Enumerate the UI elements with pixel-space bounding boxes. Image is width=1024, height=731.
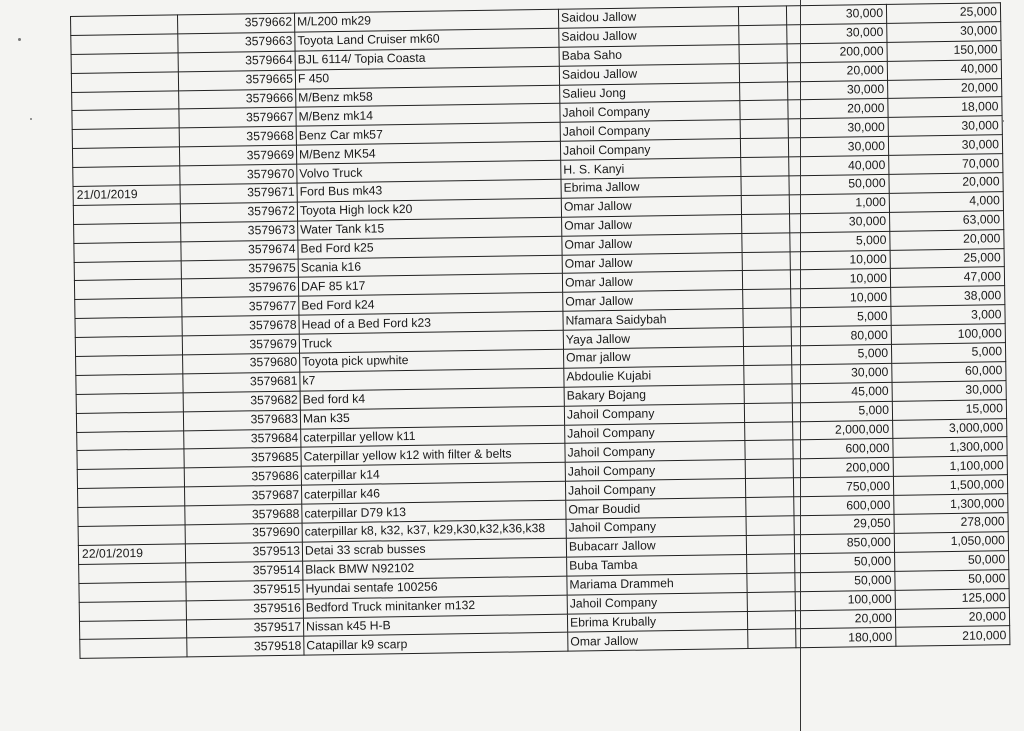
- amount-cell-2: 20,000: [888, 78, 1002, 99]
- amount-cell-1: 30,000: [787, 23, 887, 43]
- receipt-number-cell: 3579663: [178, 32, 295, 53]
- receipt-number-cell: 3579684: [184, 429, 301, 450]
- amount-cell-1: 5,000: [792, 401, 892, 421]
- date-cell: [73, 204, 180, 224]
- blank-cell: [741, 195, 789, 215]
- amount-cell-2: 30,000: [887, 22, 1001, 43]
- owner-name-cell: Saidou Jallow: [559, 25, 739, 47]
- amount-cell-2: 1,300,000: [894, 494, 1008, 515]
- amount-cell-2: 25,000: [890, 248, 1004, 269]
- receipt-number-cell: 3579664: [178, 51, 295, 72]
- vehicle-description-cell: Man k35: [300, 406, 564, 429]
- date-cell: [76, 374, 183, 394]
- blank-cell: [747, 591, 795, 611]
- date-cell: [71, 72, 178, 92]
- blank-cell: [746, 516, 794, 536]
- amount-cell-1: 80,000: [791, 325, 891, 345]
- amount-cell-2: 4,000: [889, 192, 1003, 213]
- date-cell: [72, 90, 179, 110]
- vehicle-description-cell: Catapillar k9 scarp: [304, 633, 568, 656]
- amount-cell-1: 30,000: [788, 80, 888, 100]
- vehicle-description-cell: Bed ford k4: [300, 387, 564, 410]
- amount-cell-2: 125,000: [895, 588, 1009, 609]
- owner-name-cell: H. S. Kanyi: [561, 158, 741, 180]
- amount-cell-2: 40,000: [887, 59, 1001, 80]
- owner-name-cell: Omar Jallow: [562, 233, 742, 255]
- date-cell: [80, 638, 187, 658]
- owner-name-cell: Omar Jallow: [562, 252, 742, 274]
- amount-cell-2: 18,000: [888, 97, 1002, 118]
- vehicle-description-cell: Truck: [299, 330, 563, 353]
- owner-name-cell: Salieu Jong: [560, 82, 740, 104]
- amount-cell-2: 1,100,000: [893, 456, 1007, 477]
- amount-cell-1: 100,000: [795, 590, 895, 610]
- receipt-number-cell: 3579517: [186, 618, 303, 639]
- date-cell: [75, 317, 182, 337]
- vehicle-description-cell: Toyota High lock k20: [297, 198, 561, 221]
- amount-cell-2: 1,500,000: [893, 475, 1007, 496]
- amount-cell-1: 1,000: [789, 193, 889, 213]
- vehicle-description-cell: Caterpillar yellow k12 with filter & belts: [301, 444, 565, 467]
- vehicle-description-cell: Bedford Truck minitanker m132: [303, 595, 567, 618]
- owner-name-cell: Abdoulie Kujabi: [564, 365, 744, 387]
- vehicle-description-cell: Toyota pick upwhite: [300, 349, 564, 372]
- owner-name-cell: Jahoil Company: [565, 460, 745, 482]
- blank-cell: [743, 308, 791, 328]
- receipt-number-cell: 3579667: [179, 108, 296, 129]
- receipt-number-cell: 3579515: [186, 580, 303, 601]
- amount-cell-2: 30,000: [888, 135, 1002, 156]
- blank-cell: [738, 6, 786, 26]
- amount-cell-2: 20,000: [895, 607, 1009, 628]
- vehicle-description-cell: Nissan k45 H-B: [303, 614, 567, 637]
- vehicle-description-cell: Volvo Truck: [297, 160, 561, 183]
- amount-cell-1: 50,000: [795, 552, 895, 572]
- amount-cell-1: 850,000: [794, 533, 894, 553]
- receipt-number-cell: 3579671: [180, 183, 297, 204]
- date-cell: [72, 109, 179, 129]
- receipt-number-cell: 3579672: [180, 202, 297, 223]
- blank-cell: [739, 25, 787, 45]
- receipt-number-cell: 3579674: [181, 240, 298, 261]
- amount-cell-2: 30,000: [892, 380, 1006, 401]
- blank-cell: [747, 554, 795, 574]
- receipt-number-cell: 3579688: [185, 504, 302, 525]
- receipt-number-cell: 3579687: [185, 485, 302, 506]
- amount-cell-1: 600,000: [794, 495, 894, 515]
- receipt-number-cell: 3579665: [178, 70, 295, 91]
- owner-name-cell: Jahoil Company: [566, 517, 746, 539]
- receipt-number-cell: 3579516: [186, 599, 303, 620]
- date-cell: [72, 128, 179, 148]
- amount-cell-2: 38,000: [891, 286, 1005, 307]
- amount-cell-2: 278,000: [894, 513, 1008, 534]
- receipt-number-cell: 3579678: [182, 315, 299, 336]
- receipt-number-cell: 3579670: [180, 164, 297, 185]
- receipt-number-cell: 3579685: [184, 448, 301, 469]
- amount-cell-2: 3,000: [891, 305, 1005, 326]
- receipt-number-cell: 3579681: [183, 372, 300, 393]
- vehicle-description-cell: F 450: [295, 66, 559, 89]
- amount-cell-1: 30,000: [792, 363, 892, 383]
- amount-cell-2: 150,000: [887, 40, 1001, 61]
- owner-name-cell: Saidou Jallow: [558, 7, 738, 29]
- amount-cell-2: 70,000: [889, 154, 1003, 175]
- receipt-number-cell: 3579666: [179, 89, 296, 110]
- amount-cell-1: 10,000: [791, 288, 891, 308]
- receipt-number-cell: 3579690: [185, 523, 302, 544]
- owner-name-cell: Omar Jallow: [561, 195, 741, 217]
- scan-speck: [1002, 120, 1004, 122]
- owner-name-cell: Omar Boudid: [566, 498, 746, 520]
- amount-cell-1: 200,000: [787, 42, 887, 62]
- amount-cell-2: 60,000: [892, 362, 1006, 383]
- blank-cell: [745, 421, 793, 441]
- owner-name-cell: Nfamara Saidybah: [563, 309, 743, 331]
- date-cell: [72, 147, 179, 167]
- amount-cell-2: 210,000: [896, 626, 1010, 647]
- vehicle-description-cell: caterpillar D79 k13: [302, 500, 566, 523]
- date-cell: [76, 355, 183, 375]
- amount-cell-1: 30,000: [786, 4, 886, 24]
- scan-speck: [18, 38, 21, 41]
- owner-name-cell: Yaya Jallow: [563, 328, 743, 350]
- receipt-number-cell: 3579668: [179, 127, 296, 148]
- vehicle-description-cell: caterpillar k8, k32, k37, k29,k30,k32,k36,k38: [302, 519, 566, 542]
- amount-cell-1: 30,000: [788, 137, 888, 157]
- vehicle-description-cell: Water Tank k15: [298, 217, 562, 240]
- ledger-table: [70, 2, 1010, 659]
- amount-cell-1: 30,000: [788, 118, 888, 138]
- blank-cell: [742, 270, 790, 290]
- date-cell: [78, 487, 185, 507]
- date-cell: [79, 563, 186, 583]
- vehicle-description-cell: Hyundai sentafe 100256: [303, 576, 567, 599]
- date-cell: [76, 393, 183, 413]
- date-cell: 22/01/2019: [78, 544, 185, 564]
- date-cell: [79, 600, 186, 620]
- blank-cell: [747, 573, 795, 593]
- vehicle-description-cell: Black BMW N92102: [303, 557, 567, 580]
- blank-cell: [746, 535, 794, 555]
- receipt-number-cell: 3579680: [183, 353, 300, 374]
- date-cell: [76, 412, 183, 432]
- blank-cell: [746, 497, 794, 517]
- amount-cell-1: 30,000: [790, 212, 890, 232]
- date-cell: [74, 279, 181, 299]
- amount-cell-1: 50,000: [789, 174, 889, 194]
- receipt-number-cell: 3579513: [185, 542, 302, 563]
- amount-cell-1: 20,000: [788, 99, 888, 119]
- vehicle-description-cell: Bed Ford k24: [299, 293, 563, 316]
- owner-name-cell: Ebrima Krubally: [567, 611, 747, 633]
- amount-cell-1: 20,000: [787, 61, 887, 81]
- receipt-number-cell: 3579514: [186, 561, 303, 582]
- amount-cell-2: 50,000: [895, 550, 1009, 571]
- date-cell: [79, 582, 186, 602]
- receipt-number-cell: 3579682: [183, 391, 300, 412]
- owner-name-cell: Jahoil Company: [565, 479, 745, 501]
- ledger-body: [71, 3, 1010, 659]
- blank-cell: [744, 384, 792, 404]
- owner-name-cell: Bakary Bojang: [564, 384, 744, 406]
- receipt-number-cell: 3579677: [182, 296, 299, 317]
- receipt-number-cell: 3579669: [179, 145, 296, 166]
- date-cell: [74, 242, 181, 262]
- amount-cell-1: 45,000: [792, 382, 892, 402]
- blank-cell: [743, 346, 791, 366]
- vehicle-description-cell: M/Benz MK54: [296, 141, 560, 164]
- owner-name-cell: Omar Jallow: [562, 271, 742, 293]
- blank-cell: [742, 251, 790, 271]
- blank-cell: [740, 119, 788, 139]
- blank-cell: [740, 100, 788, 120]
- blank-cell: [740, 138, 788, 158]
- amount-cell-2: 50,000: [895, 569, 1009, 590]
- blank-cell: [745, 440, 793, 460]
- owner-name-cell: Buba Tamba: [567, 554, 747, 576]
- date-cell: [71, 15, 178, 35]
- blank-cell: [743, 327, 791, 347]
- receipt-number-cell: 3579673: [181, 221, 298, 242]
- date-cell: [75, 336, 182, 356]
- amount-cell-2: 25,000: [886, 3, 1000, 24]
- owner-name-cell: Jahoil Company: [560, 101, 740, 123]
- blank-cell: [741, 157, 789, 177]
- receipt-number-cell: 3579662: [177, 13, 294, 34]
- owner-name-cell: Omar jallow: [563, 347, 743, 369]
- date-cell: [71, 53, 178, 73]
- receipt-number-cell: 3579686: [184, 466, 301, 487]
- amount-cell-2: 20,000: [890, 229, 1004, 250]
- amount-cell-1: 600,000: [793, 439, 893, 459]
- vehicle-description-cell: caterpillar k14: [301, 463, 565, 486]
- receipt-number-cell: 3579518: [187, 636, 304, 657]
- amount-cell-2: 30,000: [888, 116, 1002, 137]
- amount-cell-2: 15,000: [892, 399, 1006, 420]
- owner-name-cell: Bubacarr Jallow: [566, 535, 746, 557]
- receipt-number-cell: 3579675: [181, 259, 298, 280]
- owner-name-cell: Jahoil Company: [560, 120, 740, 142]
- blank-cell: [743, 289, 791, 309]
- date-cell: [71, 34, 178, 54]
- receipt-number-cell: 3579679: [182, 334, 299, 355]
- vehicle-description-cell: BJL 6114/ Topia Coasta: [295, 47, 559, 70]
- vehicle-description-cell: M/Benz mk14: [296, 104, 560, 127]
- owner-name-cell: Jahoil Company: [565, 422, 745, 444]
- amount-cell-2: 5,000: [891, 343, 1005, 364]
- vehicle-description-cell: Head of a Bed Ford k23: [299, 311, 563, 334]
- amount-cell-1: 29,050: [794, 514, 894, 534]
- vehicle-description-cell: Detai 33 scrab busses: [302, 538, 566, 561]
- amount-cell-2: 100,000: [891, 324, 1005, 345]
- owner-name-cell: Omar Jallow: [563, 290, 743, 312]
- vehicle-description-cell: Bed Ford k25: [298, 236, 562, 259]
- vehicle-description-cell: M/Benz mk58: [296, 85, 560, 108]
- scan-speck: [30, 118, 32, 120]
- amount-cell-2: 1,300,000: [893, 437, 1007, 458]
- blank-cell: [739, 63, 787, 83]
- receipt-number-cell: 3579683: [183, 410, 300, 431]
- date-cell: [77, 468, 184, 488]
- date-cell: [75, 298, 182, 318]
- vehicle-description-cell: caterpillar yellow k11: [301, 425, 565, 448]
- date-cell: [78, 525, 185, 545]
- amount-cell-2: 47,000: [890, 267, 1004, 288]
- vehicle-description-cell: caterpillar k46: [301, 481, 565, 504]
- amount-cell-1: 200,000: [793, 458, 893, 478]
- date-cell: [74, 223, 181, 243]
- blank-cell: [742, 233, 790, 253]
- blank-cell: [741, 176, 789, 196]
- amount-cell-1: 50,000: [795, 571, 895, 591]
- amount-cell-1: 20,000: [795, 609, 895, 629]
- date-cell: [74, 260, 181, 280]
- amount-cell-1: 10,000: [790, 269, 890, 289]
- date-cell: [79, 619, 186, 639]
- vehicle-description-cell: Ford Bus mk43: [297, 179, 561, 202]
- receipt-number-cell: 3579676: [181, 278, 298, 299]
- amount-cell-1: 750,000: [793, 477, 893, 497]
- amount-cell-1: 2,000,000: [793, 420, 893, 440]
- amount-cell-1: 40,000: [789, 155, 889, 175]
- blank-cell: [745, 478, 793, 498]
- date-cell: 21/01/2019: [73, 185, 180, 205]
- owner-name-cell: Ebrima Jallow: [561, 177, 741, 199]
- vehicle-description-cell: M/L200 mk29: [294, 9, 558, 32]
- blank-cell: [744, 365, 792, 385]
- blank-cell: [744, 403, 792, 423]
- vehicle-description-cell: DAF 85 k17: [298, 274, 562, 297]
- owner-name-cell: Baba Saho: [559, 44, 739, 66]
- owner-name-cell: Jahoil Company: [560, 139, 740, 161]
- blank-cell: [745, 459, 793, 479]
- date-cell: [77, 430, 184, 450]
- blank-cell: [739, 44, 787, 64]
- blank-cell: [740, 81, 788, 101]
- amount-cell-1: 5,000: [791, 344, 891, 364]
- vertical-scan-line: [800, 0, 801, 731]
- amount-cell-1: 10,000: [790, 250, 890, 270]
- blank-cell: [747, 610, 795, 630]
- owner-name-cell: Mariama Drammeh: [567, 573, 747, 595]
- vehicle-description-cell: Toyota Land Cruiser mk60: [295, 28, 559, 51]
- amount-cell-2: 3,000,000: [893, 418, 1007, 439]
- owner-name-cell: Saidou Jallow: [559, 63, 739, 85]
- owner-name-cell: Omar Jallow: [562, 214, 742, 236]
- amount-cell-1: 5,000: [790, 231, 890, 251]
- owner-name-cell: Jahoil Company: [567, 592, 747, 614]
- vehicle-description-cell: k7: [300, 368, 564, 391]
- owner-name-cell: Omar Jallow: [568, 630, 748, 652]
- amount-cell-2: 1,050,000: [894, 532, 1008, 553]
- ledger-sheet: [70, 2, 1010, 659]
- owner-name-cell: Jahoil Company: [565, 441, 745, 463]
- date-cell: [77, 449, 184, 469]
- owner-name-cell: Jahoil Company: [564, 403, 744, 425]
- blank-cell: [742, 214, 790, 234]
- vehicle-description-cell: Scania k16: [298, 255, 562, 278]
- blank-cell: [748, 629, 796, 649]
- amount-cell-1: 180,000: [796, 628, 896, 648]
- amount-cell-2: 20,000: [889, 173, 1003, 194]
- date-cell: [78, 506, 185, 526]
- date-cell: [73, 166, 180, 186]
- amount-cell-2: 63,000: [890, 210, 1004, 231]
- vehicle-description-cell: Benz Car mk57: [296, 123, 560, 146]
- amount-cell-1: 5,000: [791, 307, 891, 327]
